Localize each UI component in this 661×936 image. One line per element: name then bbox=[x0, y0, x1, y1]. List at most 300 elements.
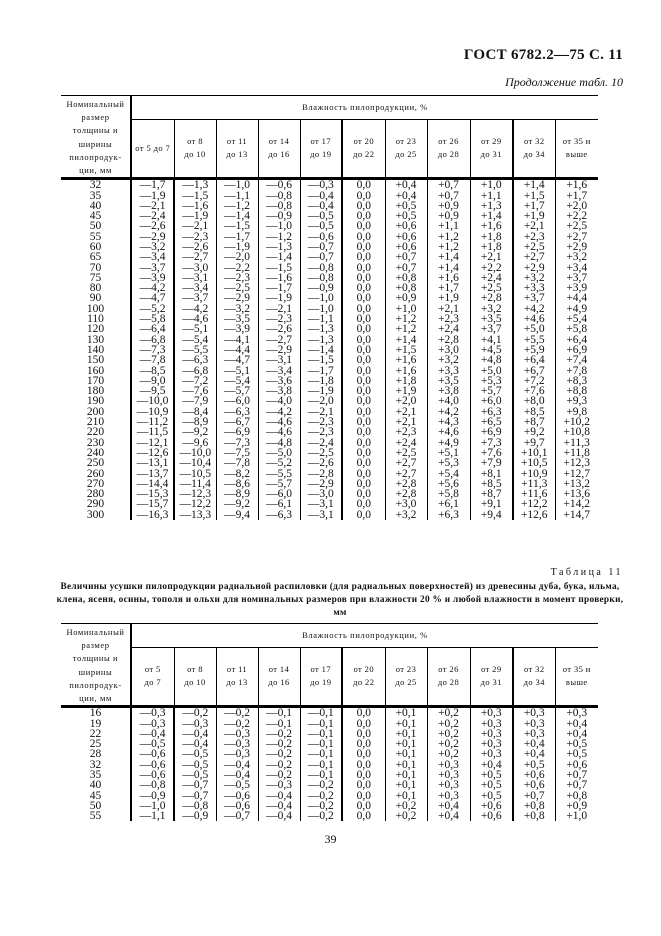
value-cell: —0,5 bbox=[131, 739, 174, 749]
value-cell: —0,4 bbox=[300, 201, 342, 211]
value-cell: —5,2 bbox=[131, 304, 174, 314]
value-cell: —8,4 bbox=[174, 407, 216, 417]
value-cell: +8,0 bbox=[513, 396, 555, 406]
value-cell: 0,0 bbox=[342, 707, 385, 719]
value-cell: —0,1 bbox=[300, 739, 342, 749]
value-cell: —6,9 bbox=[216, 427, 258, 437]
value-cell: +1,8 bbox=[470, 232, 513, 242]
value-cell: +13,6 bbox=[563, 488, 591, 501]
value-cell: +12,3 bbox=[563, 457, 591, 470]
value-cell: —0,9 bbox=[131, 791, 174, 801]
value-cell: —7,9 bbox=[174, 396, 216, 406]
value-cell: +5,4 bbox=[427, 469, 470, 479]
value-cell: —6,4 bbox=[131, 324, 174, 334]
value-cell: 0,0 bbox=[342, 201, 385, 211]
value-cell: +2,7 bbox=[513, 252, 555, 262]
column-header: от 35 и выше bbox=[562, 136, 591, 160]
value-cell: +0,7 bbox=[513, 791, 555, 801]
value-cell: +1,0 bbox=[566, 810, 588, 823]
value-cell: +2,0 bbox=[566, 199, 588, 212]
value-cell: +1,0 bbox=[385, 304, 427, 314]
value-cell: —6,7 bbox=[216, 417, 258, 427]
value-cell: —3,7 bbox=[131, 263, 174, 273]
value-cell: +0,3 bbox=[513, 719, 555, 729]
column-header: от 32 до 34 bbox=[513, 119, 555, 179]
table-row bbox=[61, 811, 598, 821]
value-cell: +6,7 bbox=[513, 366, 555, 376]
table-10-body bbox=[61, 179, 598, 520]
column-header: от 8 до 10 bbox=[174, 647, 216, 707]
value-cell: +1,2 bbox=[427, 242, 470, 252]
value-cell: —1,7 bbox=[216, 232, 258, 242]
value-cell: +6,1 bbox=[427, 499, 470, 509]
value-cell: 0,0 bbox=[342, 366, 385, 376]
value-cell: 0,0 bbox=[342, 283, 385, 293]
value-cell: —10,0 bbox=[131, 396, 174, 406]
value-cell: +0,6 bbox=[470, 811, 513, 821]
value-cell: —3,2 bbox=[216, 304, 258, 314]
value-cell: +0,7 bbox=[427, 179, 470, 191]
value-cell: +9,7 bbox=[513, 438, 555, 448]
value-cell: —3,4 bbox=[258, 366, 300, 376]
value-cell: —3,4 bbox=[174, 283, 216, 293]
value-cell: —1,7 bbox=[258, 283, 300, 293]
value-cell: +0,3 bbox=[470, 707, 513, 719]
value-cell: —4,8 bbox=[258, 438, 300, 448]
value-cell: +10,8 bbox=[563, 426, 591, 439]
value-cell: +1,5 bbox=[513, 191, 555, 201]
value-cell: —10,4 bbox=[174, 458, 216, 468]
table-row bbox=[61, 510, 598, 520]
value-cell: —0,9 bbox=[258, 211, 300, 221]
value-cell: —10,9 bbox=[131, 407, 174, 417]
value-cell: —5,7 bbox=[216, 386, 258, 396]
value-cell: +5,3 bbox=[470, 376, 513, 386]
value-cell: +0,8 bbox=[513, 801, 555, 811]
value-cell: +4,5 bbox=[470, 345, 513, 355]
value-cell: —3,7 bbox=[174, 293, 216, 303]
value-cell: —6,3 bbox=[216, 407, 258, 417]
value-cell: —7,3 bbox=[216, 438, 258, 448]
value-cell: —0,8 bbox=[300, 263, 342, 273]
value-cell: +0,3 bbox=[427, 770, 470, 780]
value-cell: —9,6 bbox=[174, 438, 216, 448]
size-cell: 16 bbox=[61, 707, 131, 719]
value-cell: —2,0 bbox=[216, 252, 258, 262]
value-cell: 0,0 bbox=[342, 324, 385, 334]
value-cell: —14,4 bbox=[131, 479, 174, 489]
value-cell: +0,7 bbox=[566, 769, 588, 781]
value-cell: +0,3 bbox=[427, 791, 470, 801]
value-cell: —1,3 bbox=[300, 335, 342, 345]
table-row bbox=[61, 458, 598, 468]
value-cell: +1,1 bbox=[427, 221, 470, 231]
value-cell: +2,1 bbox=[385, 407, 427, 417]
value-cell: —2,6 bbox=[300, 458, 342, 468]
value-cell: —0,8 bbox=[258, 191, 300, 201]
value-cell: —2,9 bbox=[216, 293, 258, 303]
value-cell: —11,5 bbox=[131, 427, 174, 437]
value-cell: +2,1 bbox=[470, 252, 513, 262]
value-cell: —2,3 bbox=[300, 427, 342, 437]
value-cell: —3,6 bbox=[258, 376, 300, 386]
value-cell: —7,2 bbox=[174, 376, 216, 386]
value-cell: +0,6 bbox=[513, 770, 555, 780]
value-cell: —5,8 bbox=[131, 314, 174, 324]
value-cell: —6,1 bbox=[258, 499, 300, 509]
value-cell: +2,4 bbox=[427, 324, 470, 334]
value-cell: +0,2 bbox=[427, 739, 470, 749]
value-cell: +8,3 bbox=[566, 374, 588, 387]
value-cell: +0,4 bbox=[427, 801, 470, 811]
size-cell: 60 bbox=[61, 242, 131, 252]
value-cell: +7,6 bbox=[470, 448, 513, 458]
value-cell: —0,3 bbox=[131, 719, 174, 729]
value-cell: +3,8 bbox=[427, 386, 470, 396]
value-cell: 0,0 bbox=[342, 232, 385, 242]
size-cell: 140 bbox=[61, 345, 131, 355]
value-cell: +0,3 bbox=[470, 729, 513, 739]
value-cell: +0,3 bbox=[470, 749, 513, 759]
value-cell: 0,0 bbox=[342, 458, 385, 468]
value-cell: 0,0 bbox=[342, 811, 385, 821]
value-cell: +0,4 bbox=[470, 760, 513, 770]
value-cell: 0,0 bbox=[342, 407, 385, 417]
value-cell: —13,7 bbox=[131, 469, 174, 479]
size-cell: 280 bbox=[61, 489, 131, 499]
value-cell: —1,0 bbox=[258, 221, 300, 231]
column-header: от 8 до 10 bbox=[174, 119, 216, 179]
value-cell: +0,2 bbox=[427, 707, 470, 719]
value-cell: —0,2 bbox=[258, 760, 300, 770]
value-cell: —5,1 bbox=[216, 366, 258, 376]
value-cell: —2,0 bbox=[300, 396, 342, 406]
value-cell: —3,1 bbox=[258, 355, 300, 365]
size-cell: 45 bbox=[61, 211, 131, 221]
value-cell: —6,8 bbox=[174, 366, 216, 376]
size-cell: 40 bbox=[61, 201, 131, 211]
value-cell: 0,0 bbox=[342, 780, 385, 790]
value-cell: —5,4 bbox=[174, 335, 216, 345]
value-cell: —2,1 bbox=[174, 221, 216, 231]
value-cell: +0,1 bbox=[385, 791, 427, 801]
value-cell: +10,5 bbox=[513, 458, 555, 468]
value-cell: +7,8 bbox=[566, 364, 588, 377]
value-cell: —6,0 bbox=[216, 396, 258, 406]
value-cell: 0,0 bbox=[342, 293, 385, 303]
value-cell: +0,6 bbox=[385, 221, 427, 231]
value-cell: —1,0 bbox=[300, 304, 342, 314]
value-cell: +0,4 bbox=[566, 717, 588, 730]
value-cell: +5,6 bbox=[427, 479, 470, 489]
column-header: от 11 до 13 bbox=[216, 647, 258, 707]
value-cell: —0,4 bbox=[258, 791, 300, 801]
size-cell: 300 bbox=[61, 510, 131, 520]
value-cell: +0,3 bbox=[427, 780, 470, 790]
value-cell: +6,9 bbox=[470, 427, 513, 437]
value-cell: —0,2 bbox=[258, 770, 300, 780]
value-cell: +5,4 bbox=[566, 313, 588, 326]
value-cell: +0,9 bbox=[566, 799, 588, 812]
value-cell: —2,2 bbox=[216, 263, 258, 273]
value-cell: —2,1 bbox=[131, 201, 174, 211]
value-cell: +1,6 bbox=[385, 355, 427, 365]
value-cell: +11,6 bbox=[513, 489, 555, 499]
value-cell: +0,5 bbox=[470, 770, 513, 780]
value-cell: +2,1 bbox=[427, 304, 470, 314]
value-cell: —6,8 bbox=[131, 335, 174, 345]
value-cell: +6,4 bbox=[513, 355, 555, 365]
value-cell: +12,7 bbox=[563, 467, 591, 480]
value-cell: +12,2 bbox=[513, 499, 555, 509]
value-cell: —7,6 bbox=[174, 386, 216, 396]
value-cell: 0,0 bbox=[342, 719, 385, 729]
value-cell: —0,6 bbox=[258, 179, 300, 191]
value-cell: —2,6 bbox=[258, 324, 300, 334]
value-cell: +2,2 bbox=[470, 263, 513, 273]
value-cell: +4,1 bbox=[470, 335, 513, 345]
value-cell: —1,0 bbox=[131, 801, 174, 811]
column-header: от 20 до 22 bbox=[342, 647, 385, 707]
value-cell: —8,9 bbox=[174, 417, 216, 427]
value-cell: +0,4 bbox=[513, 739, 555, 749]
value-cell: —1,1 bbox=[216, 191, 258, 201]
value-cell: 0,0 bbox=[342, 242, 385, 252]
value-cell: —1,6 bbox=[174, 201, 216, 211]
value-cell: +0,3 bbox=[555, 707, 598, 719]
value-cell: +1,2 bbox=[385, 324, 427, 334]
value-cell: +0,3 bbox=[470, 719, 513, 729]
value-cell: —7,3 bbox=[131, 345, 174, 355]
value-cell: +3,3 bbox=[427, 366, 470, 376]
value-cell: +1,7 bbox=[566, 189, 588, 202]
value-cell: —0,7 bbox=[174, 780, 216, 790]
value-cell: —0,2 bbox=[174, 707, 216, 719]
value-cell: —1,8 bbox=[300, 376, 342, 386]
value-cell: +2,4 bbox=[385, 438, 427, 448]
size-cell: 210 bbox=[61, 417, 131, 427]
value-cell: +5,9 bbox=[513, 345, 555, 355]
value-cell: +3,0 bbox=[427, 345, 470, 355]
value-cell: —4,7 bbox=[131, 293, 174, 303]
value-cell: +5,0 bbox=[470, 366, 513, 376]
value-cell: —0,4 bbox=[300, 191, 342, 201]
value-cell: +13,2 bbox=[563, 477, 591, 490]
value-cell: —9,0 bbox=[131, 376, 174, 386]
value-cell: +0,1 bbox=[385, 739, 427, 749]
value-cell: —1,0 bbox=[216, 179, 258, 191]
value-cell: +10,9 bbox=[513, 469, 555, 479]
size-cell: 75 bbox=[61, 273, 131, 283]
value-cell: —0,3 bbox=[216, 739, 258, 749]
value-cell: —1,7 bbox=[131, 179, 174, 191]
value-cell: +8,5 bbox=[513, 407, 555, 417]
value-cell: 0,0 bbox=[342, 345, 385, 355]
value-cell: —3,9 bbox=[216, 324, 258, 334]
value-cell: +5,5 bbox=[513, 335, 555, 345]
size-cell: 170 bbox=[61, 376, 131, 386]
value-cell: —0,4 bbox=[258, 801, 300, 811]
size-cell: 50 bbox=[61, 221, 131, 231]
value-cell: —0,5 bbox=[174, 770, 216, 780]
size-cell: 19 bbox=[61, 719, 131, 729]
value-cell: +0,6 bbox=[513, 780, 555, 790]
value-cell: +7,6 bbox=[513, 386, 555, 396]
value-cell: +0,1 bbox=[385, 707, 427, 719]
value-cell: +0,1 bbox=[385, 770, 427, 780]
value-cell: +1,0 bbox=[470, 179, 513, 191]
value-cell: +6,9 bbox=[566, 343, 588, 356]
value-cell: —0,4 bbox=[174, 739, 216, 749]
size-cell: 32 bbox=[61, 179, 131, 191]
value-cell: +0,9 bbox=[427, 201, 470, 211]
value-cell: +1,4 bbox=[385, 335, 427, 345]
value-cell: +0,3 bbox=[513, 707, 555, 719]
value-cell: —15,7 bbox=[131, 499, 174, 509]
value-cell: +1,4 bbox=[427, 252, 470, 262]
value-cell: +1,1 bbox=[470, 191, 513, 201]
value-cell: 0,0 bbox=[342, 355, 385, 365]
value-cell: +12,6 bbox=[513, 510, 555, 520]
value-cell: —9,5 bbox=[131, 386, 174, 396]
value-cell: —4,6 bbox=[258, 417, 300, 427]
value-cell: +2,3 bbox=[427, 314, 470, 324]
value-cell: —0,1 bbox=[300, 749, 342, 759]
value-cell: +0,5 bbox=[470, 791, 513, 801]
value-cell: —0,4 bbox=[216, 760, 258, 770]
value-cell: +2,5 bbox=[470, 283, 513, 293]
value-cell: 0,0 bbox=[342, 273, 385, 283]
value-cell: —0,6 bbox=[131, 760, 174, 770]
value-cell: +0,2 bbox=[385, 811, 427, 821]
value-cell: —2,7 bbox=[174, 252, 216, 262]
value-cell: —0,2 bbox=[258, 749, 300, 759]
value-cell: +7,9 bbox=[470, 458, 513, 468]
value-cell: +0,5 bbox=[385, 201, 427, 211]
value-cell: +8,7 bbox=[470, 489, 513, 499]
value-cell: +2,5 bbox=[566, 220, 588, 233]
value-cell: +0,1 bbox=[385, 780, 427, 790]
value-cell: —1,9 bbox=[174, 211, 216, 221]
value-cell: —2,3 bbox=[174, 232, 216, 242]
value-cell: 0,0 bbox=[342, 510, 385, 520]
size-cell: 80 bbox=[61, 283, 131, 293]
continuation-note: Продолжение табл. 10 bbox=[505, 75, 623, 89]
value-cell: +1,9 bbox=[513, 211, 555, 221]
value-cell: —3,9 bbox=[131, 273, 174, 283]
value-cell: +5,0 bbox=[513, 324, 555, 334]
value-cell: —9,2 bbox=[216, 499, 258, 509]
value-cell: +1,6 bbox=[555, 179, 598, 191]
value-cell: —0,9 bbox=[174, 811, 216, 821]
size-cell: 200 bbox=[61, 407, 131, 417]
size-cell: 130 bbox=[61, 335, 131, 345]
table-11-body bbox=[61, 707, 598, 822]
value-cell: +4,0 bbox=[427, 396, 470, 406]
value-cell: +2,7 bbox=[385, 458, 427, 468]
value-cell: +6,4 bbox=[566, 333, 588, 346]
value-cell: +6,3 bbox=[470, 407, 513, 417]
value-cell: +4,8 bbox=[470, 355, 513, 365]
value-cell: 0,0 bbox=[342, 191, 385, 201]
value-cell: —4,2 bbox=[131, 283, 174, 293]
size-cell: 110 bbox=[61, 314, 131, 324]
value-cell: —2,4 bbox=[300, 438, 342, 448]
value-cell: 0,0 bbox=[342, 770, 385, 780]
value-cell: 0,0 bbox=[342, 448, 385, 458]
value-cell: +1,4 bbox=[427, 263, 470, 273]
value-cell: —2,8 bbox=[300, 469, 342, 479]
value-cell: +4,6 bbox=[513, 314, 555, 324]
size-cell: 55 bbox=[61, 811, 131, 821]
value-cell: —4,6 bbox=[258, 427, 300, 437]
value-cell: —6,3 bbox=[174, 355, 216, 365]
value-cell: 0,0 bbox=[342, 729, 385, 739]
value-cell: 0,0 bbox=[342, 252, 385, 262]
value-cell: +0,1 bbox=[385, 760, 427, 770]
value-cell: +0,6 bbox=[470, 801, 513, 811]
value-cell: —4,1 bbox=[216, 335, 258, 345]
value-cell: —0,8 bbox=[300, 273, 342, 283]
value-cell: —0,2 bbox=[300, 811, 342, 821]
value-cell: +0,8 bbox=[566, 789, 588, 802]
column-header: от 20 до 22 bbox=[342, 119, 385, 179]
value-cell: +3,7 bbox=[513, 293, 555, 303]
column-header: от 26 до 28 bbox=[427, 119, 470, 179]
value-cell: +0,4 bbox=[385, 179, 427, 191]
value-cell: 0,0 bbox=[342, 376, 385, 386]
value-cell: —8,2 bbox=[216, 469, 258, 479]
value-cell: +0,4 bbox=[513, 749, 555, 759]
value-cell: 0,0 bbox=[342, 314, 385, 324]
value-cell: —0,4 bbox=[131, 729, 174, 739]
value-cell: —9,2 bbox=[174, 427, 216, 437]
value-cell: —1,7 bbox=[300, 366, 342, 376]
value-cell: —0,2 bbox=[216, 707, 258, 719]
value-cell: +8,8 bbox=[566, 385, 588, 398]
value-cell: —8,9 bbox=[216, 489, 258, 499]
value-cell: —3,0 bbox=[174, 263, 216, 273]
column-headers bbox=[61, 119, 598, 179]
value-cell: —13,3 bbox=[174, 510, 216, 520]
value-cell: —1,4 bbox=[258, 252, 300, 262]
value-cell: +0,2 bbox=[427, 729, 470, 739]
column-headers bbox=[61, 647, 598, 707]
value-cell: —0,1 bbox=[258, 707, 300, 719]
value-cell: —2,6 bbox=[131, 221, 174, 231]
value-cell: —12,6 bbox=[131, 448, 174, 458]
value-cell: +0,2 bbox=[427, 719, 470, 729]
value-cell: +1,7 bbox=[513, 201, 555, 211]
value-cell: +2,8 bbox=[385, 479, 427, 489]
humidity-header: Влажность пилопродукции, % bbox=[131, 624, 598, 648]
value-cell: 0,0 bbox=[342, 479, 385, 489]
value-cell: +0,4 bbox=[566, 727, 588, 740]
value-cell: +2,5 bbox=[513, 242, 555, 252]
value-cell: —0,3 bbox=[258, 780, 300, 790]
value-cell: +0,1 bbox=[385, 729, 427, 739]
value-cell: —0,2 bbox=[258, 739, 300, 749]
value-cell: —1,2 bbox=[216, 201, 258, 211]
size-cell: 290 bbox=[61, 499, 131, 509]
value-cell: +8,5 bbox=[470, 479, 513, 489]
value-cell: —0,2 bbox=[300, 801, 342, 811]
value-cell: +3,7 bbox=[470, 324, 513, 334]
value-cell: +11,3 bbox=[513, 479, 555, 489]
value-cell: +2,7 bbox=[385, 469, 427, 479]
value-cell: 0,0 bbox=[342, 739, 385, 749]
value-cell: —6,0 bbox=[258, 489, 300, 499]
